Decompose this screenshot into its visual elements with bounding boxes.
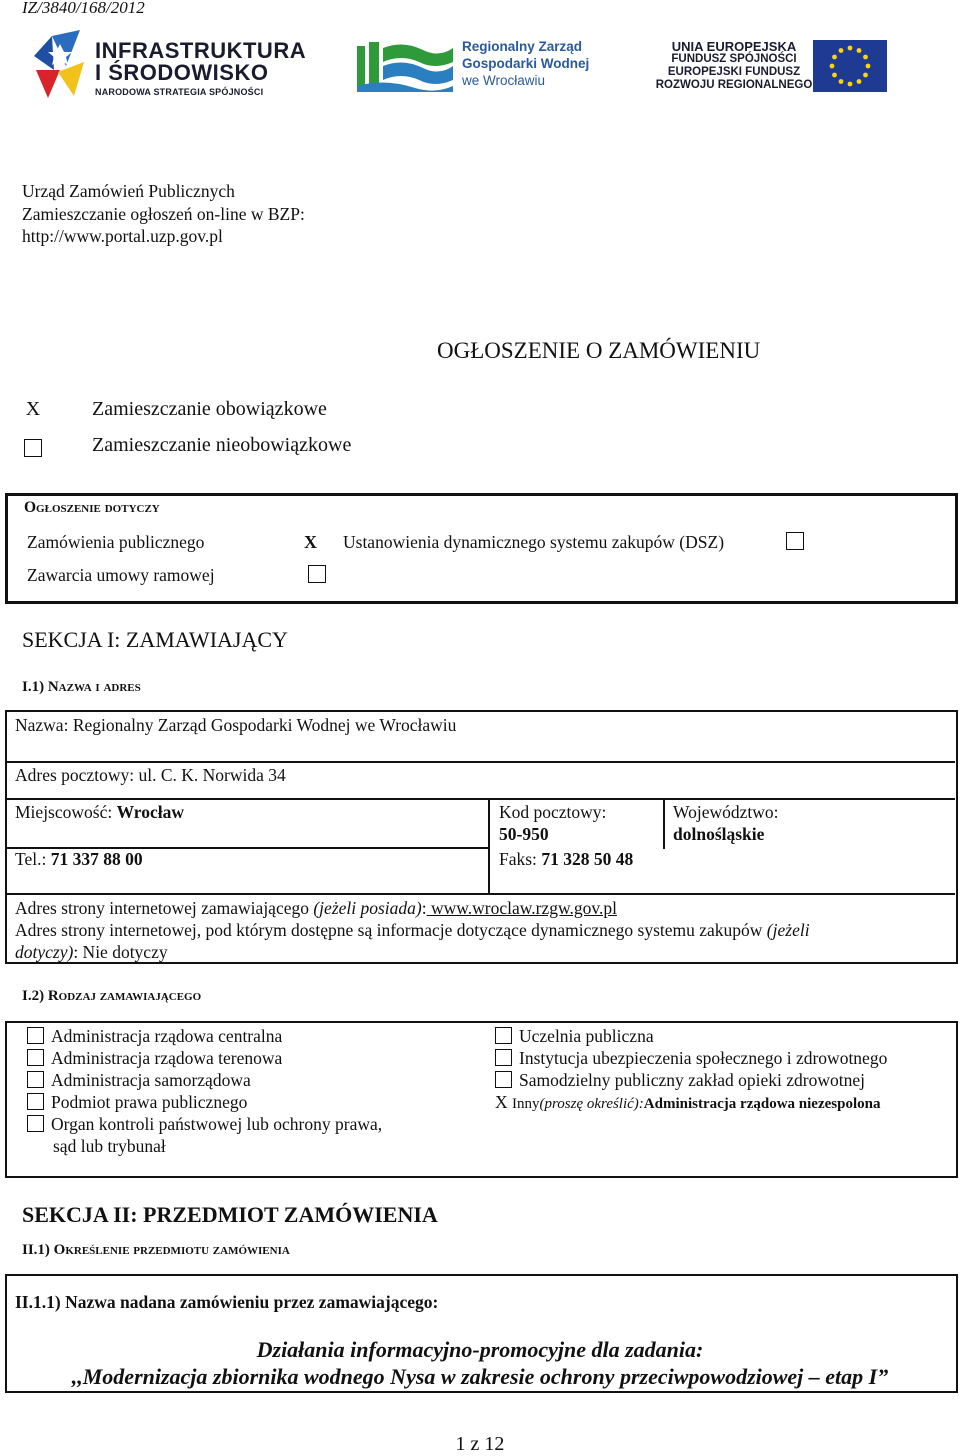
notice-concerns-box	[5, 493, 958, 604]
mandatory-label: Zamieszczanie obowiązkowe	[92, 398, 327, 420]
address-line-3: http://www.portal.uzp.gov.pl	[22, 226, 223, 246]
divider	[7, 798, 955, 800]
page-title: OGŁOSZENIE O ZAMÓWIENIU	[437, 338, 761, 363]
fax-label: Faks:	[499, 849, 537, 869]
divider	[488, 798, 490, 893]
type-right-2-label: Instytucja ubezpieczenia społecznego i zdrowotnego	[519, 1048, 888, 1068]
type-left-3-label: Administracja samorządowa	[51, 1070, 251, 1090]
rzgw-logo-icon	[355, 40, 455, 94]
contracting-authority-box	[5, 710, 958, 964]
type-other-row	[495, 1091, 880, 1115]
dsz-www-value: : Nie dotyczy	[73, 942, 168, 962]
placement-mandatory-row	[24, 398, 424, 424]
type-left-5-cont: sąd lub trybunał	[53, 1136, 166, 1156]
public-order-label: Zamówienia publicznego	[27, 532, 205, 552]
ii1-num: II.1)	[22, 1242, 50, 1258]
section-1-title: SEKCJA I: ZAMAWIAJĄCY	[22, 627, 288, 652]
dsz-checkbox[interactable]	[786, 532, 804, 550]
placement-optional-row	[24, 434, 424, 460]
www-label: Adres strony internetowej zamawiającego	[15, 898, 309, 918]
city-row	[15, 802, 184, 823]
logo-eu-line2: FUNDUSZ SPÓJNOŚCI	[671, 53, 797, 65]
type-right-1[interactable]	[495, 1025, 654, 1047]
other-label: Inny	[512, 1096, 540, 1112]
website-block: Adres strony internetowej zamawiającego (jeżeli posiada): www.wroclaw.rzgw.gov.pl Adres strony internetowej, pod którym dostępne są informacje dotyczące dynamicznego systemu zakupów (jeżeli dotyczy): Nie dotyczy	[15, 898, 810, 962]
framework-label: Zawarcia umowy ramowej	[27, 565, 215, 585]
authority-type-box	[5, 1021, 958, 1178]
tel-row	[15, 849, 143, 870]
www-link[interactable]: www.wroclaw.rzgw.gov.pl	[426, 898, 617, 918]
i1-title: Nazwa i adres	[47, 679, 141, 695]
framework-checkbox[interactable]	[308, 565, 326, 583]
postal-label: Adres pocztowy:	[15, 765, 135, 785]
divider	[7, 893, 955, 895]
address-line-2: Zamieszczanie ogłoszeń on-line w BZP:	[22, 203, 305, 224]
section-1-2-title	[22, 988, 201, 1005]
type-left-2-label: Administracja rządowa terenowa	[51, 1048, 283, 1068]
divider	[7, 761, 955, 763]
i2-num: I.2)	[22, 988, 45, 1004]
city-value: Wrocław	[116, 802, 184, 822]
logo-eu-line3: EUROPEJSKI FUNDUSZ	[667, 66, 801, 78]
dsz-www-note-b: dotyczy)	[15, 942, 74, 962]
other-value: Administracja rządowa niezespolona	[643, 1096, 881, 1112]
type-right-2[interactable]	[495, 1047, 887, 1069]
optional-checkbox[interactable]	[24, 436, 42, 459]
logo-infrastruktura-text: INFRASTRUKTURA	[95, 38, 307, 63]
tel-label: Tel.:	[15, 849, 47, 869]
page-number: 1 z 12	[455, 1433, 505, 1455]
other-note: (proszę określić):	[539, 1096, 644, 1112]
type-left-4-label: Podmiot prawa publicznego	[51, 1092, 248, 1112]
voivodeship-value: dolnośląskie	[673, 824, 765, 844]
project-line-2: ,,Modernizacja zbiornika wodnego Nysa w zakresie ochrony przeciwpowodziowej – etap I”	[71, 1364, 889, 1389]
logo-eu-text	[655, 40, 813, 92]
logo-rzgw-text	[462, 38, 589, 89]
public-order-mark[interactable]: X	[304, 532, 317, 552]
www-note: (jeżeli posiada)	[313, 898, 422, 918]
zip-label: Kod pocztowy:	[499, 802, 607, 822]
type-left-5-label: Organ kontroli państwowej lub ochrony prawa,	[51, 1114, 383, 1134]
type-right-3-label: Samodzielny publiczny zakład opieki zdrowotnej	[519, 1070, 866, 1090]
type-right-1-label: Uczelnia publiczna	[519, 1026, 654, 1046]
name-row	[15, 715, 456, 736]
type-left-1[interactable]	[27, 1025, 282, 1047]
section-1-1-title	[22, 679, 141, 696]
type-right-3[interactable]	[495, 1069, 865, 1091]
dsz-www-note-a: (jeżeli	[766, 920, 810, 940]
logo-eu-line4: ROZWOJU REGIONALNEGO	[655, 79, 813, 91]
postal-row	[15, 765, 286, 786]
section-2-1-title	[22, 1242, 290, 1259]
type-left-2[interactable]	[27, 1047, 282, 1069]
project-line-1: Działania informacyjno-promocyjne dla zadania:	[256, 1337, 704, 1362]
logo-rzgw-line2: Gospodarki Wodnej	[462, 56, 590, 71]
logo-rzgw-line3: we Wrocławiu	[462, 73, 546, 88]
logo-srodowisko-text: I ŚRODOWISKO	[95, 60, 269, 85]
i2-title: Rodzaj zamawiającego	[47, 988, 202, 1004]
recipient-address	[22, 180, 305, 248]
dsz-label: Ustanowienia dynamicznego systemu zakupów (DSZ)	[343, 532, 725, 552]
notice-heading: Ogłoszenie dotyczy	[24, 499, 160, 516]
ii1-title: Określenie przedmiotu zamówienia	[53, 1242, 290, 1258]
divider	[663, 798, 665, 849]
logo-rzgw-line1: Regionalny Zarząd	[462, 39, 583, 54]
fax-value: 71 328 50 48	[541, 849, 634, 869]
section-2-title: SEKCJA II: PRZEDMIOT ZAMÓWIENIA	[22, 1202, 438, 1227]
mandatory-mark[interactable]: X	[25, 398, 41, 420]
type-left-5[interactable]	[27, 1113, 382, 1135]
optional-label: Zamieszczanie nieobowiązkowe	[92, 434, 352, 456]
document-reference: IZ/3840/168/2012	[22, 0, 145, 17]
other-mark[interactable]: X	[495, 1092, 508, 1112]
i1-num: I.1)	[22, 679, 45, 695]
address-line-1: Urząd Zamówień Publicznych	[22, 181, 235, 201]
type-left-3[interactable]	[27, 1069, 251, 1091]
ii11-label: II.1.1) Nazwa nadana zamówieniu przez zamawiającego:	[15, 1292, 439, 1312]
logo-strategy-text: NARODOWA STRATEGIA SPÓJNOŚCI	[95, 87, 264, 97]
fax-row	[499, 849, 633, 870]
type-left-4[interactable]	[27, 1091, 247, 1113]
eu-flag-icon	[813, 40, 887, 92]
logo-eu-line1: UNIA EUROPEJSKA	[671, 39, 797, 54]
dsz-www-label: Adres strony internetowej, pod którym dostępne są informacje dotyczące dynamicznego systemu zakupów	[15, 920, 763, 940]
name-label: Nazwa:	[15, 715, 69, 735]
name-value: Regionalny Zarząd Gospodarki Wodnej we Wrocławiu	[72, 715, 457, 735]
postal-value: ul. C. K. Norwida 34	[138, 765, 286, 785]
city-label: Miejscowość:	[15, 802, 113, 822]
tel-value: 71 337 88 00	[50, 849, 143, 869]
infrastruktura-logo-icon	[30, 26, 88, 106]
voivodeship-label: Województwo:	[673, 802, 779, 822]
type-left-1-label: Administracja rządowa centralna	[51, 1026, 283, 1046]
zip-value: 50-950	[499, 824, 549, 844]
